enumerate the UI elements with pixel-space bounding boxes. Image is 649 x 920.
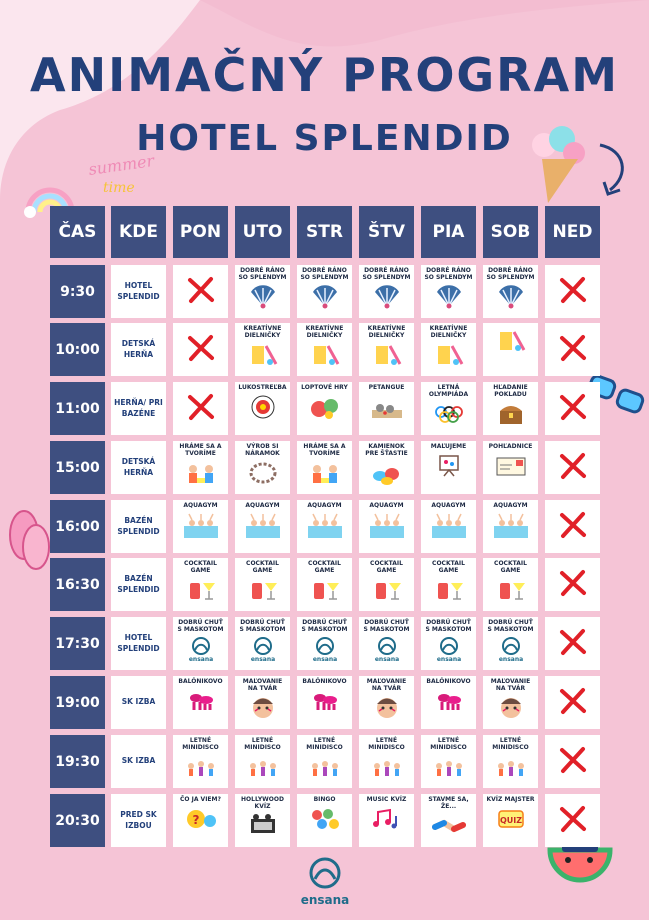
activity-label: LETNÉ MINIDISCO — [306, 737, 343, 751]
disco-icon — [432, 754, 466, 784]
svg-text:ensana: ensana — [498, 655, 523, 662]
activity-cell — [235, 382, 290, 435]
quiz-icon — [494, 806, 528, 836]
craft-icon — [308, 342, 342, 372]
facepaint-icon — [494, 695, 528, 725]
activity-label: AQUAGYM — [369, 502, 404, 509]
activity-cell — [483, 265, 538, 318]
activity-cell — [359, 735, 414, 788]
no-activity-cell — [545, 265, 600, 318]
bracelet-icon — [246, 460, 280, 490]
activity-label: STAVME SA, ŽE... — [428, 796, 469, 810]
column-header-5: ŠTV — [359, 206, 414, 258]
activity-cell — [297, 617, 352, 670]
activity-label: LOPTOVÉ HRY — [301, 384, 348, 391]
activity-cell — [421, 323, 476, 376]
postcard-icon — [494, 453, 528, 483]
activity-label: AQUAGYM — [245, 502, 280, 509]
activity-label: LETNÉ MINIDISCO — [430, 737, 467, 751]
column-header-7: SOB — [483, 206, 538, 258]
craft-icon — [494, 328, 528, 358]
arrow-icon — [590, 140, 635, 200]
activity-cell — [359, 500, 414, 553]
activity-label: DOBRÚ CHUŤ S MASKOTOM — [301, 619, 348, 633]
svg-text:ensana: ensana — [312, 655, 337, 662]
activity-label: LETNÉ MINIDISCO — [182, 737, 219, 751]
music-notes-icon — [370, 806, 404, 836]
activity-label: COCKTAIL GAME — [432, 560, 465, 574]
archery-icon — [246, 394, 280, 424]
activity-cell — [235, 441, 290, 494]
time-cell: 11:00 — [50, 382, 105, 435]
activity-cell — [359, 323, 414, 376]
cocktail-icon — [494, 577, 528, 607]
cocktail-icon — [432, 577, 466, 607]
activity-cell — [483, 794, 538, 847]
activity-cell — [483, 617, 538, 670]
svg-text:summer: summer — [87, 150, 156, 179]
activity-label: HRÁME SA A TVORÍME — [303, 443, 346, 457]
activity-label: DOBRÉ RÁNO SO SPLENDYM — [362, 267, 411, 281]
activity-cell — [297, 500, 352, 553]
no-activity-cell — [545, 558, 600, 611]
activity-cell — [483, 323, 538, 376]
no-activity-cell — [545, 735, 600, 788]
activity-label: KAMIENOK PRE ŠŤASTIE — [365, 443, 408, 457]
activity-label: LETNÉ MINIDISCO — [244, 737, 281, 751]
title-line-2: HOTEL SPLENDID — [136, 118, 513, 159]
activity-label: COCKTAIL GAME — [246, 560, 279, 574]
x-mark-icon — [558, 392, 588, 426]
activity-cell — [483, 558, 538, 611]
cocktail-icon — [308, 577, 342, 607]
aquagym-icon — [494, 512, 528, 542]
title-line-1: ANIMAČNÝ PROGRAM — [30, 48, 619, 102]
kids-icon — [184, 460, 218, 490]
x-mark-icon — [186, 333, 216, 367]
disco-icon — [308, 754, 342, 784]
aquagym-icon — [184, 512, 218, 542]
place-cell: SK IZBA — [111, 735, 166, 788]
x-mark-icon — [186, 392, 216, 426]
activity-label: PETANGUE — [368, 384, 405, 391]
activity-cell — [297, 676, 352, 729]
facepaint-icon — [370, 695, 404, 725]
activity-label: COCKTAIL GAME — [370, 560, 403, 574]
ensana-logo — [370, 636, 404, 666]
activity-label: ČO JA VIEM? — [180, 796, 221, 803]
column-header-4: STR — [297, 206, 352, 258]
activity-cell — [483, 382, 538, 435]
craft-icon — [432, 342, 466, 372]
svg-text:ensana: ensana — [374, 655, 399, 662]
column-header-1: KDE — [111, 206, 166, 258]
activity-cell — [235, 794, 290, 847]
no-activity-cell — [545, 500, 600, 553]
svg-text:ensana: ensana — [436, 655, 461, 662]
no-activity-cell — [545, 323, 600, 376]
craft-icon — [370, 342, 404, 372]
column-header-3: UTO — [235, 206, 290, 258]
no-activity-cell — [173, 382, 228, 435]
activity-label: MAĽOVANIE NA TVÁR — [242, 678, 283, 692]
aquagym-icon — [370, 512, 404, 542]
activity-label: BALÓNIKOVO — [178, 678, 223, 685]
aquagym-icon — [246, 512, 280, 542]
time-cell: 17:30 — [50, 617, 105, 670]
activity-cell — [483, 441, 538, 494]
activity-cell — [421, 441, 476, 494]
x-mark-icon — [558, 804, 588, 838]
x-mark-icon — [558, 333, 588, 367]
activity-cell — [235, 323, 290, 376]
activity-label: DOBRÉ RÁNO SO SPLENDYM — [486, 267, 535, 281]
x-mark-icon — [558, 275, 588, 309]
olympic-icon — [432, 401, 466, 431]
balloon-dog-icon — [432, 688, 466, 718]
place-cell: PRED SK IZBOU — [111, 794, 166, 847]
activity-cell — [359, 382, 414, 435]
balloon-dog-icon — [308, 688, 342, 718]
activity-cell — [421, 735, 476, 788]
activity-cell — [421, 500, 476, 553]
activity-cell — [297, 558, 352, 611]
place-cell: BAZÉN SPLENDID — [111, 558, 166, 611]
activity-cell — [483, 676, 538, 729]
activity-label: AQUAGYM — [431, 502, 466, 509]
column-header-2: PON — [173, 206, 228, 258]
footer-logo-text: ensana — [300, 893, 350, 907]
handshake-icon — [432, 813, 466, 843]
place-cell: HOTEL SPLENDID — [111, 617, 166, 670]
x-mark-icon — [558, 510, 588, 544]
disco-icon — [246, 754, 280, 784]
activity-cell — [359, 794, 414, 847]
no-activity-cell — [545, 794, 600, 847]
svg-text:QUIZ: QUIZ — [499, 815, 522, 825]
disco-icon — [184, 754, 218, 784]
activity-label: AQUAGYM — [493, 502, 528, 509]
activity-label: AQUAGYM — [307, 502, 342, 509]
activity-cell — [173, 441, 228, 494]
place-cell: DETSKÁ HERŇA — [111, 323, 166, 376]
activity-cell — [421, 265, 476, 318]
activity-cell — [359, 558, 414, 611]
time-cell: 19:30 — [50, 735, 105, 788]
activity-cell — [297, 441, 352, 494]
activity-label: MAĽOVANIE NA TVÁR — [366, 678, 407, 692]
activity-label: KREATÍVNE DIELNIČKY — [305, 325, 344, 339]
activity-cell — [173, 558, 228, 611]
activity-cell — [173, 794, 228, 847]
activity-cell — [359, 617, 414, 670]
film-icon — [246, 813, 280, 843]
svg-text:time: time — [103, 180, 135, 196]
activity-cell — [235, 735, 290, 788]
activity-cell — [173, 676, 228, 729]
activity-cell — [421, 676, 476, 729]
time-cell: 16:30 — [50, 558, 105, 611]
x-mark-icon — [558, 745, 588, 779]
activity-cell — [297, 382, 352, 435]
x-mark-icon — [558, 627, 588, 661]
activity-label: DOBRÉ RÁNO SO SPLENDYM — [424, 267, 473, 281]
activity-label: MUSIC KVÍZ — [366, 796, 407, 803]
no-activity-cell — [545, 617, 600, 670]
activity-label: KREATÍVNE DIELNIČKY — [429, 325, 468, 339]
svg-text:?: ? — [192, 812, 199, 827]
time-cell: 20:30 — [50, 794, 105, 847]
disco-icon — [494, 754, 528, 784]
column-header-6: PIA — [421, 206, 476, 258]
ice-cream-icon — [522, 115, 592, 205]
cocktail-icon — [370, 577, 404, 607]
activity-label: LETNÉ MINIDISCO — [368, 737, 405, 751]
disco-icon — [370, 754, 404, 784]
place-cell: HERŇA/ PRI BAZÉNE — [111, 382, 166, 435]
activity-label: BALÓNIKOVO — [426, 678, 471, 685]
activity-cell — [297, 794, 352, 847]
activity-label: DOBRÚ CHUŤ S MASKOTOM — [239, 619, 286, 633]
kids-icon — [308, 460, 342, 490]
activity-cell — [359, 441, 414, 494]
petanque-icon — [370, 394, 404, 424]
facepaint-icon — [246, 695, 280, 725]
no-activity-cell — [545, 382, 600, 435]
activity-label: AQUAGYM — [183, 502, 218, 509]
place-cell: SK IZBA — [111, 676, 166, 729]
aquagym-icon — [308, 512, 342, 542]
no-activity-cell — [173, 323, 228, 376]
time-cell: 15:00 — [50, 441, 105, 494]
time-cell: 16:00 — [50, 500, 105, 553]
summer-time-text-icon — [85, 150, 165, 200]
activity-label: LUKOSTREĽBA — [238, 384, 287, 391]
x-mark-icon — [558, 568, 588, 602]
activity-cell — [483, 500, 538, 553]
activity-label: KREATÍVNE DIELNIČKY — [367, 325, 406, 339]
activity-label: MAĽOVANIE NA TVÁR — [490, 678, 531, 692]
activity-label: DOBRÚ CHUŤ S MASKOTOM — [177, 619, 224, 633]
footer-logo — [295, 857, 355, 907]
fan-icon — [432, 284, 466, 314]
activity-cell — [421, 617, 476, 670]
time-cell: 10:00 — [50, 323, 105, 376]
activity-label: KVÍZ MAJSTER — [486, 796, 535, 803]
ensana-logo — [184, 636, 218, 666]
question-icon — [184, 806, 218, 836]
activity-cell — [235, 500, 290, 553]
column-header-8: NED — [545, 206, 600, 258]
activity-label: BALÓNIKOVO — [302, 678, 347, 685]
activity-cell — [297, 265, 352, 318]
ensana-logo — [494, 636, 528, 666]
fan-icon — [246, 284, 280, 314]
activity-label: LETNÁ OLYMPIÁDA — [428, 384, 469, 398]
activity-cell — [235, 617, 290, 670]
treasure-icon — [494, 401, 528, 431]
ensana-logo — [246, 636, 280, 666]
svg-text:ensana: ensana — [250, 655, 275, 662]
painting-icon — [432, 453, 466, 483]
activity-cell — [173, 617, 228, 670]
aquagym-icon — [432, 512, 466, 542]
fan-icon — [494, 284, 528, 314]
activity-label: HRÁME SA A TVORÍME — [179, 443, 222, 457]
bingo-icon — [308, 806, 342, 836]
activity-cell — [421, 558, 476, 611]
activity-cell — [421, 794, 476, 847]
activity-cell — [297, 323, 352, 376]
ensana-logo-icon — [307, 857, 343, 889]
fan-icon — [370, 284, 404, 314]
activity-label: MAĽUJEME — [430, 443, 467, 450]
place-cell: BAZÉN SPLENDID — [111, 500, 166, 553]
ensana-logo — [432, 636, 466, 666]
balls-icon — [308, 394, 342, 424]
activity-cell — [359, 676, 414, 729]
no-activity-cell — [545, 441, 600, 494]
activity-label: LETNÉ MINIDISCO — [492, 737, 529, 751]
activity-cell — [235, 558, 290, 611]
place-cell: DETSKÁ HERŇA — [111, 441, 166, 494]
fan-icon — [308, 284, 342, 314]
activity-cell — [235, 676, 290, 729]
activity-label: DOBRÚ CHUŤ S MASKOTOM — [425, 619, 472, 633]
activity-label: POHĽADNICE — [488, 443, 533, 450]
flip-flops-icon — [6, 505, 54, 575]
activity-label: VÝROB SI NÁRAMOK — [245, 443, 280, 457]
activity-label: BINGO — [313, 796, 336, 803]
time-cell: 19:00 — [50, 676, 105, 729]
activity-label: DOBRÚ CHUŤ S MASKOTOM — [363, 619, 410, 633]
activity-cell — [173, 735, 228, 788]
ensana-logo — [308, 636, 342, 666]
activity-cell — [421, 382, 476, 435]
cocktail-icon — [246, 577, 280, 607]
balloon-dog-icon — [184, 688, 218, 718]
activity-label: KREATÍVNE DIELNIČKY — [243, 325, 282, 339]
place-cell: HOTEL SPLENDID — [111, 265, 166, 318]
activity-cell — [297, 735, 352, 788]
activity-cell — [235, 265, 290, 318]
no-activity-cell — [545, 676, 600, 729]
activity-label: DOBRÉ RÁNO SO SPLENDYM — [300, 267, 349, 281]
cocktail-icon — [184, 577, 218, 607]
x-mark-icon — [558, 451, 588, 485]
activity-cell — [483, 735, 538, 788]
activity-label: DOBRÚ CHUŤ S MASKOTOM — [487, 619, 534, 633]
no-activity-cell — [173, 265, 228, 318]
time-cell: 9:30 — [50, 265, 105, 318]
activity-cell — [173, 500, 228, 553]
activity-label: HOLLYWOOD KVÍZ — [241, 796, 284, 810]
activity-label: COCKTAIL GAME — [308, 560, 341, 574]
stones-icon — [370, 460, 404, 490]
activity-label: COCKTAIL GAME — [494, 560, 527, 574]
activity-cell — [359, 265, 414, 318]
activity-label: HĽADANIE POKLADU — [493, 384, 528, 398]
activity-label: DOBRÉ RÁNO SO SPLENDYM — [238, 267, 287, 281]
craft-icon — [246, 342, 280, 372]
column-header-0: ČAS — [50, 206, 105, 258]
svg-text:ensana: ensana — [188, 655, 213, 662]
x-mark-icon — [558, 686, 588, 720]
activity-label: COCKTAIL GAME — [184, 560, 217, 574]
x-mark-icon — [186, 275, 216, 309]
